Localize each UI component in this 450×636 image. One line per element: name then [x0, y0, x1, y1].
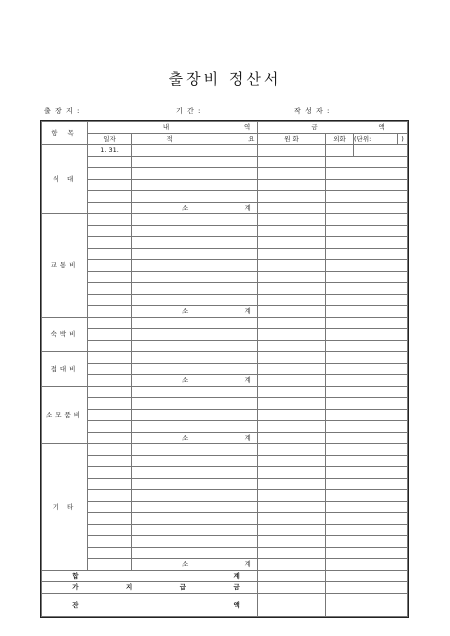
summary-cell[interactable] — [132, 317, 258, 329]
summary-cell[interactable] — [132, 524, 258, 536]
advance-row-label-part: 금 — [233, 583, 240, 592]
details-header — [88, 122, 258, 134]
foreign-cell[interactable] — [326, 478, 408, 490]
subtotal-foreign[interactable] — [326, 306, 408, 318]
won-cell[interactable] — [258, 478, 326, 490]
foreign-cell[interactable] — [326, 398, 408, 410]
foreign-cell[interactable] — [326, 421, 408, 433]
date-cell[interactable] — [88, 524, 132, 536]
section-lodging-row — [42, 317, 408, 329]
date-cell[interactable] — [88, 409, 132, 421]
summary-cell[interactable] — [132, 145, 258, 157]
won-cell[interactable] — [258, 398, 326, 410]
summary-cell[interactable] — [132, 271, 258, 283]
summary-cell[interactable] — [132, 536, 258, 548]
section-supplies-row — [42, 386, 408, 398]
won-cell[interactable] — [258, 363, 326, 375]
section-other-row — [42, 547, 408, 559]
balance-row-label — [42, 593, 258, 616]
amount-header — [258, 122, 408, 134]
balance-row-foreign[interactable] — [326, 593, 408, 616]
date-cell[interactable] — [88, 248, 132, 260]
subtotal-label — [132, 559, 258, 571]
section-lodging-row — [42, 329, 408, 341]
subtotal-label-b: 계 — [244, 203, 251, 212]
total-row-label-part: 합 — [72, 571, 79, 580]
summary-cell[interactable] — [132, 214, 258, 226]
date-cell[interactable] — [88, 214, 132, 226]
date-cell[interactable] — [88, 294, 132, 306]
foreign-cell[interactable] — [326, 513, 408, 525]
summary-cell[interactable] — [132, 363, 258, 375]
won-cell[interactable] — [258, 501, 326, 513]
section-transport-row — [42, 271, 408, 283]
won-cell[interactable] — [258, 513, 326, 525]
foreign-cell[interactable] — [326, 237, 408, 249]
foreign-cell[interactable] — [326, 294, 408, 306]
summary-cell[interactable] — [132, 225, 258, 237]
summary-cell[interactable] — [132, 340, 258, 352]
subtotal-foreign[interactable] — [326, 375, 408, 387]
subtotal-won[interactable] — [258, 202, 326, 214]
foreign-cell[interactable] — [326, 156, 408, 168]
date-cell[interactable] — [88, 490, 132, 502]
section-supplies-row — [42, 421, 408, 433]
foreign-cell[interactable] — [326, 214, 408, 226]
foreign-cell[interactable] — [326, 329, 408, 341]
section-other-row — [42, 524, 408, 536]
date-cell[interactable]: 1. 31. — [88, 145, 132, 157]
advance-row-label-part: 가 — [72, 583, 79, 592]
advance-row-foreign[interactable] — [326, 582, 408, 594]
subtotal-blank — [88, 559, 132, 571]
total-row-won[interactable] — [258, 570, 326, 582]
summary-cell[interactable] — [132, 455, 258, 467]
summary-cell[interactable] — [132, 168, 258, 180]
date-cell[interactable] — [88, 536, 132, 548]
won-header: 원 화 — [258, 133, 326, 145]
category-supplies: 소모품비 — [42, 386, 88, 444]
summary-cell[interactable] — [132, 156, 258, 168]
date-cell[interactable] — [88, 168, 132, 180]
date-cell[interactable] — [88, 513, 132, 525]
foreign-cell[interactable] — [326, 352, 408, 364]
subtotal-label-a: 소 — [181, 203, 189, 212]
foreign-cell[interactable] — [326, 145, 354, 157]
advance-row-label-part: 급 — [179, 583, 187, 592]
summary-cell[interactable] — [132, 294, 258, 306]
subtotal-blank — [88, 375, 132, 387]
won-cell[interactable] — [258, 156, 326, 168]
subtotal-won[interactable] — [258, 559, 326, 571]
amount-header-a: 금 — [311, 123, 318, 132]
won-cell[interactable] — [258, 444, 326, 456]
foreign-cell[interactable] — [326, 490, 408, 502]
foreign-cell[interactable] — [326, 317, 408, 329]
date-cell[interactable] — [88, 237, 132, 249]
foreign-cell[interactable] — [326, 536, 408, 548]
subtotal-label-b: 계 — [244, 560, 251, 569]
won-cell[interactable] — [258, 237, 326, 249]
won-cell[interactable] — [258, 191, 326, 203]
subtotal-foreign[interactable] — [326, 432, 408, 444]
won-cell[interactable] — [258, 179, 326, 191]
summary-cell[interactable] — [132, 237, 258, 249]
date-cell[interactable] — [88, 478, 132, 490]
section-transport-row — [42, 260, 408, 272]
header-row-1 — [42, 122, 408, 134]
balance-row-label-part: 액 — [233, 600, 240, 609]
summary-header — [132, 133, 258, 145]
advance-row-label — [42, 582, 258, 594]
section-meals-row — [42, 145, 408, 157]
won-cell[interactable] — [258, 352, 326, 364]
subtotal-foreign[interactable] — [326, 202, 408, 214]
foreign-cell[interactable] — [326, 467, 408, 479]
foreign-extra-cell[interactable] — [354, 145, 408, 157]
author-label: 작 성 자 : — [294, 107, 331, 115]
foreign-cell[interactable] — [326, 283, 408, 295]
subtotal-blank — [88, 432, 132, 444]
section-meals-row — [42, 156, 408, 168]
section-other-row — [42, 501, 408, 513]
subtotal-blank — [88, 202, 132, 214]
summary-cell[interactable] — [132, 386, 258, 398]
foreign-cell[interactable] — [326, 501, 408, 513]
section-transport-row — [42, 237, 408, 249]
foreign-cell[interactable] — [326, 363, 408, 375]
subtotal-foreign[interactable] — [326, 559, 408, 571]
won-cell[interactable] — [258, 294, 326, 306]
subtotal-label-b: 계 — [244, 433, 251, 442]
expense-table — [41, 121, 408, 617]
amount-header-b: 액 — [378, 123, 385, 132]
date-cell[interactable] — [88, 317, 132, 329]
won-cell[interactable] — [258, 168, 326, 180]
won-cell[interactable] — [258, 214, 326, 226]
foreign-cell[interactable] — [326, 168, 408, 180]
summary-cell[interactable] — [132, 191, 258, 203]
section-other-row — [42, 490, 408, 502]
date-cell[interactable] — [88, 363, 132, 375]
unit-close: ) — [398, 133, 408, 145]
category-entertainment: 접대비 — [42, 352, 88, 387]
date-cell[interactable] — [88, 156, 132, 168]
date-cell[interactable] — [88, 191, 132, 203]
summary-cell[interactable] — [132, 283, 258, 295]
foreign-cell[interactable] — [326, 225, 408, 237]
subtotal-label-a: 소 — [181, 307, 189, 316]
details-header-b: 역 — [243, 123, 251, 132]
summary-cell[interactable] — [132, 421, 258, 433]
section-entertainment-row — [42, 363, 408, 375]
won-cell[interactable] — [258, 317, 326, 329]
section-meals-row — [42, 168, 408, 180]
summary-cell[interactable] — [132, 478, 258, 490]
total-row-foreign[interactable] — [326, 570, 408, 582]
section-meals-row — [42, 202, 408, 214]
section-other-row — [42, 444, 408, 456]
item-header: 항 목 — [42, 122, 88, 145]
won-cell[interactable] — [258, 547, 326, 559]
won-cell[interactable] — [258, 421, 326, 433]
section-transport-row — [42, 214, 408, 226]
details-header-a: 내 — [162, 123, 170, 132]
date-cell[interactable] — [88, 352, 132, 364]
foreign-cell[interactable] — [326, 524, 408, 536]
subtotal-blank — [88, 306, 132, 318]
date-cell[interactable] — [88, 421, 132, 433]
subtotal-label-a: 소 — [181, 560, 189, 569]
section-meals-row — [42, 179, 408, 191]
date-cell[interactable] — [88, 444, 132, 456]
total-row — [42, 570, 408, 582]
foreign-cell[interactable] — [326, 409, 408, 421]
date-cell[interactable] — [88, 501, 132, 513]
won-cell[interactable] — [258, 145, 326, 157]
summary-cell[interactable] — [132, 352, 258, 364]
won-cell[interactable] — [258, 329, 326, 341]
summary-cell[interactable] — [132, 547, 258, 559]
date-cell[interactable] — [88, 386, 132, 398]
foreign-cell[interactable] — [326, 455, 408, 467]
subtotal-label-a: 소 — [181, 376, 189, 385]
category-transport: 교통비 — [42, 214, 88, 318]
summary-cell[interactable] — [132, 409, 258, 421]
won-cell[interactable] — [258, 340, 326, 352]
header-row-2 — [42, 133, 408, 145]
foreign-cell[interactable] — [326, 179, 408, 191]
date-cell[interactable] — [88, 455, 132, 467]
section-transport-row — [42, 294, 408, 306]
category-lodging: 숙박비 — [42, 317, 88, 352]
subtotal-label — [132, 432, 258, 444]
summary-cell[interactable] — [132, 329, 258, 341]
date-cell[interactable] — [88, 179, 132, 191]
foreign-cell[interactable] — [326, 340, 408, 352]
unit-label: (단위: — [354, 133, 398, 145]
summary-cell[interactable] — [132, 398, 258, 410]
section-other-row — [42, 467, 408, 479]
summary-cell[interactable] — [132, 248, 258, 260]
won-cell[interactable] — [258, 225, 326, 237]
section-other-row — [42, 513, 408, 525]
category-other: 기 타 — [42, 444, 88, 571]
subtotal-label-b: 계 — [244, 307, 251, 316]
foreign-cell[interactable] — [326, 386, 408, 398]
summary-cell[interactable] — [132, 513, 258, 525]
total-row-label-part: 계 — [233, 571, 240, 580]
won-cell[interactable] — [258, 409, 326, 421]
won-cell[interactable] — [258, 260, 326, 272]
section-transport-row — [42, 248, 408, 260]
section-other-row — [42, 478, 408, 490]
balance-row — [42, 593, 408, 616]
won-cell[interactable] — [258, 386, 326, 398]
subtotal-label-b: 계 — [244, 376, 251, 385]
section-entertainment-row — [42, 375, 408, 387]
section-supplies-row — [42, 398, 408, 410]
won-cell[interactable] — [258, 490, 326, 502]
won-cell[interactable] — [258, 536, 326, 548]
section-transport-row — [42, 306, 408, 318]
date-cell[interactable] — [88, 467, 132, 479]
date-cell[interactable] — [88, 398, 132, 410]
subtotal-won[interactable] — [258, 375, 326, 387]
subtotal-won[interactable] — [258, 432, 326, 444]
foreign-header: 외화 — [326, 133, 354, 145]
summary-cell[interactable] — [132, 501, 258, 513]
date-cell[interactable] — [88, 283, 132, 295]
foreign-cell[interactable] — [326, 260, 408, 272]
advance-row-label-part: 지 — [126, 583, 133, 592]
date-cell[interactable] — [88, 340, 132, 352]
foreign-cell[interactable] — [326, 444, 408, 456]
summary-cell[interactable] — [132, 260, 258, 272]
foreign-cell[interactable] — [326, 547, 408, 559]
won-cell[interactable] — [258, 271, 326, 283]
balance-row-label-part: 잔 — [72, 600, 79, 609]
subtotal-label — [132, 306, 258, 318]
subtotal-label-a: 소 — [181, 433, 189, 442]
total-row-label — [42, 570, 258, 582]
date-cell[interactable] — [88, 271, 132, 283]
won-cell[interactable] — [258, 524, 326, 536]
foreign-cell[interactable] — [326, 271, 408, 283]
category-meals: 식 대 — [42, 145, 88, 214]
section-other-row — [42, 559, 408, 571]
summary-cell[interactable] — [132, 179, 258, 191]
summary-cell[interactable] — [132, 490, 258, 502]
summary-header-a: 적 — [166, 134, 173, 143]
won-cell[interactable] — [258, 248, 326, 260]
date-cell[interactable] — [88, 329, 132, 341]
document-title: 출장비 정산서 — [168, 70, 282, 88]
won-cell[interactable] — [258, 283, 326, 295]
section-transport-row — [42, 283, 408, 295]
period-label: 기 간 : — [176, 107, 202, 115]
section-supplies-row — [42, 432, 408, 444]
section-lodging-row — [42, 340, 408, 352]
date-cell[interactable] — [88, 547, 132, 559]
subtotal-label — [132, 375, 258, 387]
section-supplies-row — [42, 409, 408, 421]
section-meals-row — [42, 191, 408, 203]
foreign-cell[interactable] — [326, 191, 408, 203]
section-entertainment-row — [42, 352, 408, 364]
won-cell[interactable] — [258, 455, 326, 467]
advance-row-won[interactable] — [258, 582, 326, 594]
section-other-row — [42, 455, 408, 467]
destination-label: 출 장 지 : — [44, 107, 81, 115]
section-other-row — [42, 536, 408, 548]
section-transport-row — [42, 225, 408, 237]
summary-header-b: 요 — [248, 134, 255, 143]
subtotal-label — [132, 202, 258, 214]
won-cell[interactable] — [258, 467, 326, 479]
advance-row — [42, 582, 408, 594]
foreign-cell[interactable] — [326, 248, 408, 260]
subtotal-won[interactable] — [258, 306, 326, 318]
date-cell[interactable] — [88, 260, 132, 272]
balance-row-won[interactable] — [258, 593, 326, 616]
date-cell[interactable] — [88, 225, 132, 237]
date-header: 일자 — [88, 133, 132, 145]
summary-cell[interactable] — [132, 444, 258, 456]
summary-cell[interactable] — [132, 467, 258, 479]
